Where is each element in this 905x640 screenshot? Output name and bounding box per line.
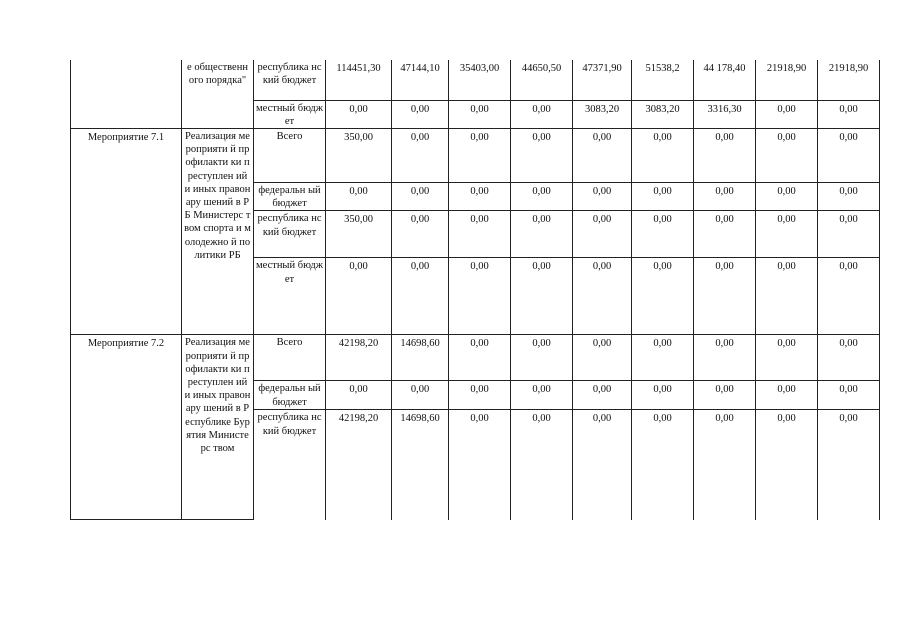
value-cell: 0,00 (511, 410, 573, 520)
value-cell: 3083,20 (573, 100, 632, 128)
value-cell: 0,00 (511, 182, 573, 210)
value-cell: 0,00 (392, 182, 449, 210)
value-cell: 0,00 (392, 381, 449, 410)
budget-source-cell: федеральн ый бюджет (254, 381, 326, 410)
value-cell: 0,00 (756, 258, 818, 335)
value-cell: 0,00 (449, 410, 511, 520)
value-cell: 44 178,40 (694, 60, 756, 100)
table-row (71, 335, 880, 381)
value-cell: 0,00 (632, 182, 694, 210)
value-cell: 14698,60 (392, 335, 449, 381)
value-cell: 3316,30 (694, 100, 756, 128)
value-cell: 0,00 (449, 381, 511, 410)
value-cell: 0,00 (449, 258, 511, 335)
value-cell: 0,00 (326, 381, 392, 410)
value-cell: 21918,90 (756, 60, 818, 100)
value-cell: 0,00 (632, 381, 694, 410)
value-cell: 0,00 (694, 182, 756, 210)
value-cell: 0,00 (756, 381, 818, 410)
value-cell: 14698,60 (392, 410, 449, 520)
value-cell: 0,00 (818, 381, 880, 410)
value-cell: 0,00 (818, 100, 880, 128)
activity-title-cell: Мероприятие 7.1 (71, 128, 182, 334)
value-cell: 0,00 (573, 128, 632, 182)
budget-source-cell: республика нский бюджет (254, 60, 326, 100)
budget-source-cell: республика нский бюджет (254, 211, 326, 258)
value-cell: 0,00 (573, 381, 632, 410)
value-cell: 3083,20 (632, 100, 694, 128)
value-cell: 0,00 (694, 211, 756, 258)
value-cell: 0,00 (573, 410, 632, 520)
value-cell: 44650,50 (511, 60, 573, 100)
value-cell: 350,00 (326, 128, 392, 182)
value-cell: 114451,30 (326, 60, 392, 100)
value-cell: 0,00 (449, 335, 511, 381)
value-cell: 0,00 (694, 258, 756, 335)
value-cell: 0,00 (756, 128, 818, 182)
activity-name-cell: Реализация мероприяти й профилакти ки преступлен ий и иных правонару шений в Республике Бурятия Министерс твом (182, 335, 254, 520)
value-cell: 0,00 (326, 258, 392, 335)
value-cell: 350,00 (326, 211, 392, 258)
value-cell: 0,00 (511, 335, 573, 381)
activity-name-cell: Реализация мероприяти й профилакти ки преступлен ий и иных правонару шений в РБ Министерс твом спорта и молодежно й политики РБ (182, 128, 254, 334)
value-cell: 0,00 (756, 182, 818, 210)
value-cell: 0,00 (449, 128, 511, 182)
value-cell: 0,00 (694, 335, 756, 381)
value-cell: 0,00 (756, 100, 818, 128)
value-cell: 47371,90 (573, 60, 632, 100)
value-cell: 0,00 (756, 211, 818, 258)
budget-source-cell: местный бюджет (254, 258, 326, 335)
value-cell: 0,00 (449, 100, 511, 128)
value-cell: 35403,00 (449, 60, 511, 100)
budget-source-cell: Всего (254, 335, 326, 381)
value-cell: 0,00 (511, 211, 573, 258)
value-cell: 0,00 (756, 335, 818, 381)
value-cell: 0,00 (326, 100, 392, 128)
budget-source-cell: Всего (254, 128, 326, 182)
value-cell: 0,00 (392, 100, 449, 128)
value-cell: 0,00 (818, 211, 880, 258)
value-cell: 42198,20 (326, 335, 392, 381)
value-cell: 0,00 (392, 211, 449, 258)
value-cell: 0,00 (694, 128, 756, 182)
value-cell: 0,00 (694, 381, 756, 410)
value-cell: 21918,90 (818, 60, 880, 100)
value-cell: 0,00 (818, 335, 880, 381)
budget-source-cell: местный бюджет (254, 100, 326, 128)
table-row (71, 128, 880, 182)
value-cell: 0,00 (573, 258, 632, 335)
budget-source-cell: республика нский бюджет (254, 410, 326, 520)
value-cell: 0,00 (392, 258, 449, 335)
activity-cell-empty (71, 60, 182, 128)
value-cell: 0,00 (632, 335, 694, 381)
activity-name-cell: е общественн ого порядка" (182, 60, 254, 128)
value-cell: 0,00 (632, 211, 694, 258)
value-cell: 0,00 (511, 100, 573, 128)
value-cell: 0,00 (326, 182, 392, 210)
table-row (71, 60, 880, 100)
budget-table-page (70, 60, 880, 520)
value-cell: 0,00 (632, 128, 694, 182)
value-cell: 0,00 (632, 258, 694, 335)
value-cell: 0,00 (756, 410, 818, 520)
activity-title-cell: Мероприятие 7.2 (71, 335, 182, 520)
value-cell: 0,00 (818, 182, 880, 210)
value-cell: 0,00 (392, 128, 449, 182)
value-cell: 0,00 (818, 258, 880, 335)
budget-table (70, 60, 880, 520)
value-cell: 0,00 (818, 410, 880, 520)
value-cell: 47144,10 (392, 60, 449, 100)
value-cell: 0,00 (632, 410, 694, 520)
value-cell: 0,00 (511, 258, 573, 335)
budget-source-cell: федеральн ый бюджет (254, 182, 326, 210)
value-cell: 0,00 (449, 182, 511, 210)
value-cell: 0,00 (449, 211, 511, 258)
value-cell: 0,00 (511, 381, 573, 410)
value-cell: 0,00 (694, 410, 756, 520)
value-cell: 0,00 (573, 182, 632, 210)
value-cell: 0,00 (511, 128, 573, 182)
value-cell: 0,00 (818, 128, 880, 182)
value-cell: 51538,2 (632, 60, 694, 100)
value-cell: 42198,20 (326, 410, 392, 520)
value-cell: 0,00 (573, 211, 632, 258)
value-cell: 0,00 (573, 335, 632, 381)
